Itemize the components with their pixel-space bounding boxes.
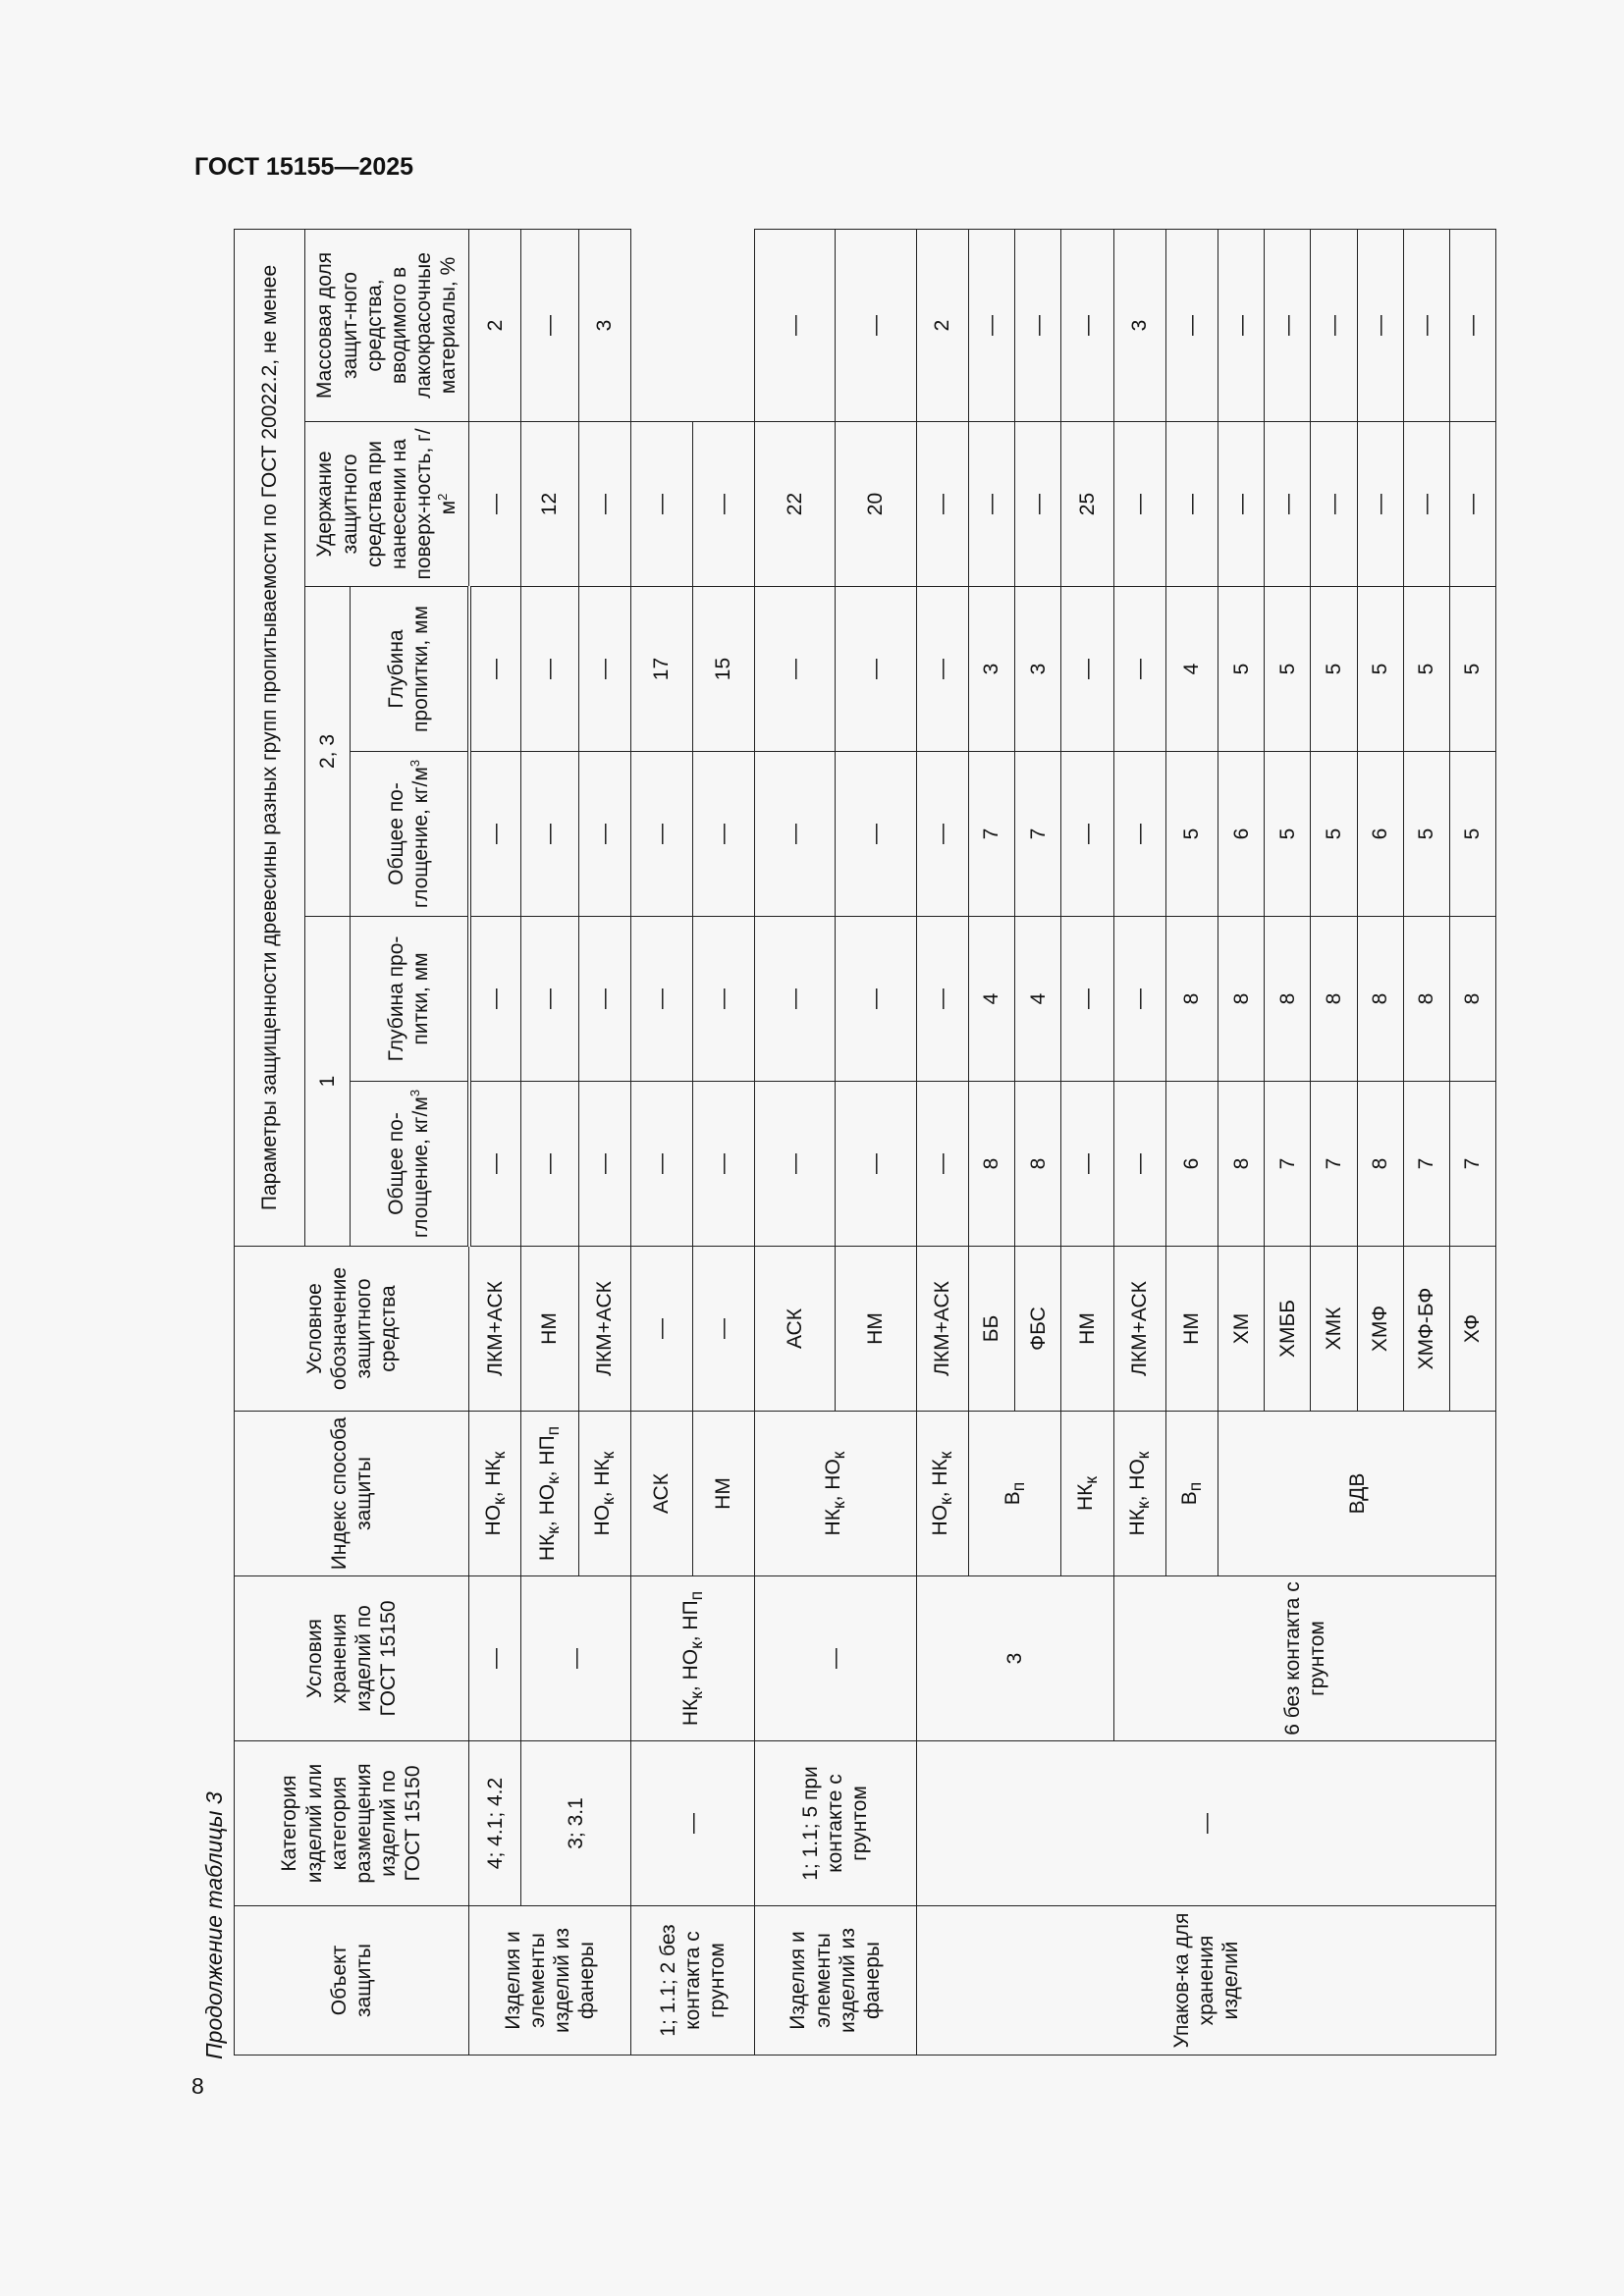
storage-cell: 3 xyxy=(916,1576,1113,1741)
designation-cell: АСК xyxy=(631,1412,693,1576)
storage-cell: — xyxy=(631,1741,755,1906)
g1-depth-cell: — xyxy=(521,917,578,1082)
col-header-method: Индекс способа защиты xyxy=(235,1412,469,1576)
g23-absorption-cell: — xyxy=(578,752,630,917)
designation-cell: ХМФ-БФ xyxy=(1403,1247,1449,1412)
g1-absorption-cell: 7 xyxy=(1311,1082,1357,1247)
storage-cell: — xyxy=(754,1576,916,1741)
mass-fraction-cell: — xyxy=(969,229,1015,421)
method-cell: ВДВ xyxy=(1218,1412,1496,1576)
table-row xyxy=(469,229,521,2055)
g1-depth-cell: — xyxy=(754,917,836,1082)
g23-depth-cell: 5 xyxy=(1311,587,1357,752)
g23-absorption-cell: — xyxy=(1113,752,1165,917)
method-cell: $НО_к$, $НК_к$ xyxy=(578,1412,630,1576)
g23-absorption-cell: — xyxy=(1061,752,1113,917)
g23-absorption-cell: — xyxy=(836,752,917,917)
mass-fraction-cell: — xyxy=(631,422,693,587)
mass-fraction-cell: — xyxy=(836,229,917,421)
g23-absorption-cell: 7 xyxy=(1015,752,1061,917)
g1-depth-cell: — xyxy=(578,917,630,1082)
retention-cell: 20 xyxy=(836,422,917,587)
unit-power-square: 2 xyxy=(435,493,451,501)
g1-absorption-cell: — xyxy=(631,1247,693,1412)
g1-absorption-cell: 7 xyxy=(1403,1082,1449,1247)
col-header-retention xyxy=(305,422,469,587)
retention-cell: 25 xyxy=(1061,422,1113,587)
protection-parameters-table xyxy=(234,229,1496,2056)
g1-absorption-cell: 8 xyxy=(1218,1082,1265,1247)
storage-cell: — xyxy=(521,1576,631,1741)
col-header-category: Категория изделий или категория размещения изделий по ГОСТ 15150 xyxy=(235,1741,469,1906)
g23-depth-cell: 4 xyxy=(1165,587,1218,752)
col-header-g23-absorption xyxy=(351,752,469,917)
designation-cell: ХМК xyxy=(1311,1247,1357,1412)
mass-fraction-cell: — xyxy=(1357,229,1403,421)
designation-cell: ХФ xyxy=(1449,1247,1495,1412)
storage-cell: — xyxy=(469,1576,521,1741)
g1-absorption-cell: 7 xyxy=(1265,1082,1311,1247)
g1-absorption-cell: 8 xyxy=(1015,1082,1061,1247)
mass-fraction-cell: — xyxy=(1265,229,1311,421)
g1-depth-cell: — xyxy=(469,917,521,1082)
category-cell: 4; 4.1; 4.2 xyxy=(469,1741,521,1906)
g1-depth-cell: 8 xyxy=(1311,917,1357,1082)
rotated-table-wrapper xyxy=(234,230,1496,2056)
g23-depth-cell: 5 xyxy=(1265,587,1311,752)
g23-depth-cell: — xyxy=(1061,587,1113,752)
retention-cell: — xyxy=(1113,422,1165,587)
category-cell: 1; 1.1; 2 без контакта с грунтом xyxy=(631,1906,755,2056)
designation-cell: ХМФ xyxy=(1357,1247,1403,1412)
designation-cell: НМ xyxy=(692,1412,754,1576)
col-header-group-2-3: 2, 3 xyxy=(305,587,351,917)
g1-depth-cell: — xyxy=(631,1082,693,1247)
retention-cell: — xyxy=(1311,422,1357,587)
g1-depth-cell: 8 xyxy=(1265,917,1311,1082)
g23-absorption-cell: 5 xyxy=(1403,752,1449,917)
table-row xyxy=(754,229,836,2055)
g23-depth-cell: — xyxy=(692,752,754,917)
table-row xyxy=(631,229,693,2055)
designation-cell: НМ xyxy=(1165,1247,1218,1412)
mass-fraction-cell: — xyxy=(692,422,754,587)
retention-cell: — xyxy=(1218,422,1265,587)
g1-absorption-cell: — xyxy=(916,1082,968,1247)
g1-depth-cell: — xyxy=(836,917,917,1082)
g23-absorption-cell: — xyxy=(916,752,968,917)
col-header-group-1: 1 xyxy=(305,917,351,1247)
retention-cell: — xyxy=(1165,422,1218,587)
g1-absorption-cell: — xyxy=(1061,1082,1113,1247)
g23-depth-cell: — xyxy=(521,587,578,752)
retention-cell: — xyxy=(578,422,630,587)
table-row xyxy=(916,229,968,2055)
object-packaging: Упаков-ка для хранения изделий xyxy=(916,1906,1495,2056)
g1-depth-cell: 8 xyxy=(1165,917,1218,1082)
retention-cell: — xyxy=(1449,422,1495,587)
g1-depth-cell: 8 xyxy=(1449,917,1495,1082)
g23-depth-cell: 5 xyxy=(1218,587,1265,752)
document-title: ГОСТ 15155—2025 xyxy=(194,153,414,181)
g23-absorption-cell: 5 xyxy=(1449,752,1495,917)
designation-cell: ЛКМ+АСК xyxy=(1113,1247,1165,1412)
unit-power-cube: 3 xyxy=(407,1089,423,1097)
g23-depth-cell: — xyxy=(836,587,917,752)
mass-fraction-cell: — xyxy=(1403,229,1449,421)
designation-cell: НМ xyxy=(836,1247,917,1412)
storage-cell: 6 без контакта с грунтом xyxy=(1113,1576,1495,1741)
g1-depth-cell: 8 xyxy=(1357,917,1403,1082)
mass-fraction-cell: — xyxy=(1218,229,1265,421)
g23-depth-cell: — xyxy=(578,587,630,752)
retention-cell: 22 xyxy=(754,422,836,587)
method-cell: $НК_к$, $НО_к$, $НП_п$ xyxy=(631,1576,755,1741)
retention-cell: — xyxy=(469,422,521,587)
g1-absorption-label: Общее по-глощение, кг/м xyxy=(385,1096,433,1239)
g23-absorption-cell: 5 xyxy=(1265,752,1311,917)
g1-absorption-cell: — xyxy=(836,1082,917,1247)
g23-absorption-label: Общее по-глощение, кг/м xyxy=(385,767,433,909)
g23-absorption-cell: — xyxy=(631,917,693,1082)
designation-cell: НМ xyxy=(521,1247,578,1412)
g1-absorption-cell: — xyxy=(521,1082,578,1247)
table-body xyxy=(469,229,1496,2055)
g23-absorption-cell: — xyxy=(692,917,754,1082)
col-header-object: Объект защиты xyxy=(235,1906,469,2056)
g23-absorption-cell: 5 xyxy=(1311,752,1357,917)
category-cell: 3; 3.1 xyxy=(521,1741,631,1906)
g1-absorption-cell: — xyxy=(1113,1082,1165,1247)
method-cell: $НК_к$, $НО_к$ xyxy=(1113,1412,1165,1576)
designation-cell: ЛКМ+АСК xyxy=(916,1247,968,1412)
g1-absorption-cell: 6 xyxy=(1165,1082,1218,1247)
mass-fraction-cell: — xyxy=(1015,229,1061,421)
designation-cell: АСК xyxy=(754,1247,836,1412)
col-header-storage: Условия хранения изделий по ГОСТ 15150 xyxy=(235,1576,469,1741)
g23-absorption-cell: 6 xyxy=(1357,752,1403,917)
g1-absorption-cell: — xyxy=(578,1082,630,1247)
retention-cell: 17 xyxy=(631,587,693,752)
g1-depth-cell: — xyxy=(916,917,968,1082)
g23-absorption-cell: 7 xyxy=(969,752,1015,917)
g23-depth-cell: 3 xyxy=(969,587,1015,752)
g23-depth-cell: 5 xyxy=(1357,587,1403,752)
method-cell: $В_п$ xyxy=(1165,1412,1218,1576)
g1-absorption-cell: 8 xyxy=(969,1082,1015,1247)
designation-cell: ЛКМ+АСК xyxy=(578,1247,630,1412)
mass-fraction-cell: 2 xyxy=(916,229,968,421)
method-cell: $НО_к$, $НК_к$ xyxy=(916,1412,968,1576)
retention-cell: — xyxy=(1015,422,1061,587)
col-header-g1-depth: Глубина про-питки, мм xyxy=(351,917,469,1082)
g23-depth-cell: 3 xyxy=(1015,587,1061,752)
table-caption: Продолжение таблицы 3 xyxy=(201,1791,227,2059)
g1-depth-cell: 8 xyxy=(1218,917,1265,1082)
g1-depth-cell: 8 xyxy=(1403,917,1449,1082)
mass-fraction-cell: — xyxy=(1061,229,1113,421)
g23-depth-cell: — xyxy=(916,587,968,752)
retention-cell: — xyxy=(916,422,968,587)
mass-fraction-cell: 3 xyxy=(578,229,630,421)
mass-fraction-cell: 3 xyxy=(1113,229,1165,421)
retention-cell: — xyxy=(969,422,1015,587)
g1-depth-cell: — xyxy=(1061,917,1113,1082)
mass-fraction-cell: — xyxy=(1311,229,1357,421)
g1-depth-cell: 4 xyxy=(969,917,1015,1082)
designation-cell: ББ xyxy=(969,1247,1015,1412)
g23-absorption-cell: 5 xyxy=(1165,752,1218,917)
mass-fraction-cell: — xyxy=(521,229,578,421)
method-cell: $НК_к$, $НО_к$ xyxy=(754,1412,916,1576)
retention-cell: — xyxy=(1403,422,1449,587)
unit-power-cube: 3 xyxy=(407,759,423,768)
col-header-g23-depth: Глубина пропитки, мм xyxy=(351,587,469,752)
retention-cell: — xyxy=(1357,422,1403,587)
page-number: 8 xyxy=(191,2073,204,2099)
g23-depth-cell: 5 xyxy=(1403,587,1449,752)
g23-absorption-cell: 6 xyxy=(1218,752,1265,917)
mass-fraction-cell: — xyxy=(754,229,836,421)
object-plywood-contact: Изделия и элементы изделий из фанеры xyxy=(754,1906,916,2056)
g23-depth-cell: — xyxy=(1113,587,1165,752)
g1-absorption-cell: 7 xyxy=(1449,1082,1495,1247)
col-header-mass-fraction: Массовая доля защит-ного средства, вводимого в лакокрасочные материалы, % xyxy=(305,229,469,421)
g1-absorption-cell: — xyxy=(692,1247,754,1412)
g23-absorption-cell: — xyxy=(754,752,836,917)
mass-fraction-cell: 2 xyxy=(469,229,521,421)
col-header-g1-absorption xyxy=(351,1082,469,1247)
g23-depth-cell: — xyxy=(469,587,521,752)
g23-absorption-cell: — xyxy=(469,752,521,917)
retention-label: Удержание защитного средства при нанесении на поверх-ность, г/м xyxy=(313,428,460,580)
g23-depth-cell: — xyxy=(631,752,693,917)
retention-cell: 12 xyxy=(521,422,578,587)
designation-cell: ЛКМ+АСК xyxy=(469,1247,521,1412)
designation-cell: НМ xyxy=(1061,1247,1113,1412)
designation-cell: ХМББ xyxy=(1265,1247,1311,1412)
g1-depth-cell: — xyxy=(1113,917,1165,1082)
object-plywood-no-contact: Изделия и элементы изделий из фанеры xyxy=(469,1906,631,2056)
designation-cell: ФБС xyxy=(1015,1247,1061,1412)
g1-absorption-cell: — xyxy=(469,1082,521,1247)
method-cell: $НО_к$, $НК_к$ xyxy=(469,1412,521,1576)
retention-cell: 15 xyxy=(692,587,754,752)
col-header-params-group: Параметры защищенности древесины разных групп пропитываемости по ГОСТ 20022.2, не менее xyxy=(235,229,305,1246)
method-cell: $НК_к$, $НО_к$, $НП_п$ xyxy=(521,1412,578,1576)
method-cell: $НК_к$ xyxy=(1061,1412,1113,1576)
mass-fraction-cell: — xyxy=(1449,229,1495,421)
mass-fraction-cell: — xyxy=(1165,229,1218,421)
g23-absorption-cell: — xyxy=(521,752,578,917)
table-row xyxy=(521,229,578,2055)
designation-cell: ХМ xyxy=(1218,1247,1265,1412)
retention-cell: — xyxy=(1265,422,1311,587)
col-header-designation: Условное обозначение защитного средства xyxy=(235,1247,469,1412)
method-cell: $В_п$ xyxy=(969,1412,1061,1576)
category-cell: — xyxy=(916,1741,1495,1906)
g23-depth-cell: 5 xyxy=(1449,587,1495,752)
g1-absorption-cell: 8 xyxy=(1357,1082,1403,1247)
g1-depth-cell: — xyxy=(692,1082,754,1247)
g1-absorption-cell: — xyxy=(754,1082,836,1247)
category-cell: 1; 1.1; 5 при контакте с грунтом xyxy=(754,1741,916,1906)
g23-depth-cell: — xyxy=(754,587,836,752)
g1-depth-cell: 4 xyxy=(1015,917,1061,1082)
